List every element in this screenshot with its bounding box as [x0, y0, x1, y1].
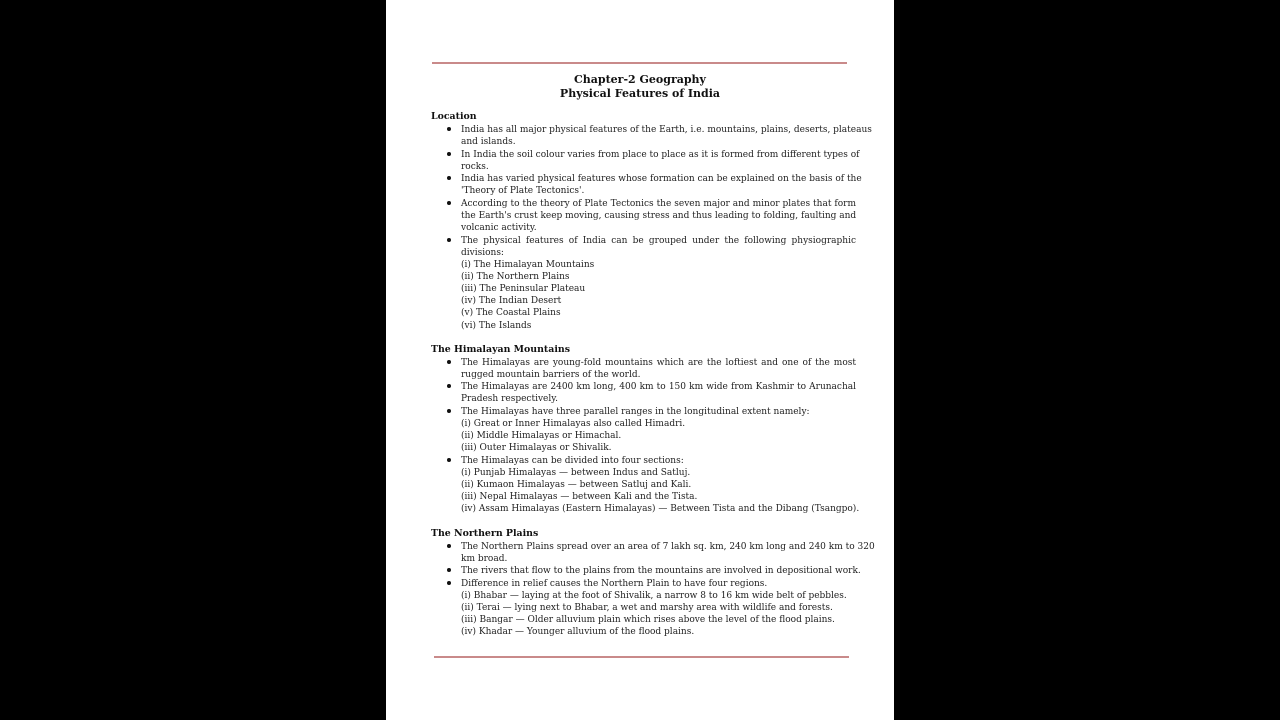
text-line: The Himalayas have three parallel ranges in the longitudinal extent namely: — [461, 407, 810, 417]
text-line: Difference in relief causes the Northern Plain to have four regions. — [461, 579, 768, 589]
text-line: divisions: — [461, 248, 504, 258]
text-line: The Himalayas can be divided into four sections: — [461, 456, 684, 466]
bullet-icon — [447, 458, 451, 462]
list-item: (i) The Himalayan Mountains — [461, 260, 595, 270]
text-line: Pradesh respectively. — [461, 394, 558, 404]
list-item: (i) Bhabar — laying at the foot of Shivalik, a narrow 8 to 16 km wide belt of pebbles. — [461, 591, 847, 601]
bullet-icon — [447, 127, 451, 131]
text-line: and islands. — [461, 137, 516, 147]
bullet-icon — [447, 581, 451, 585]
list-item: (iv) The Indian Desert — [461, 296, 562, 306]
text-line: In India the soil colour varies from place to place as it is formed from different types of — [461, 150, 860, 160]
text-line: India has all major physical features of the Earth, i.e. mountains, plains, deserts, plateaus — [461, 125, 872, 135]
bullet-icon — [447, 360, 451, 364]
list-item: (v) The Coastal Plains — [461, 308, 561, 318]
list-item: (iii) Nepal Himalayas — between Kali and the Tista. — [461, 492, 698, 502]
list-item: (iv) Assam Himalayas (Eastern Himalayas) — Between Tista and the Dibang (Tsangpo). — [461, 504, 860, 514]
text-line: The Northern Plains spread over an area of 7 lakh sq. km, 240 km long and 240 km to 320 — [461, 542, 875, 552]
list-item: (ii) Middle Himalayas or Himachal. — [461, 431, 622, 441]
text-line: The Himalayas are young-fold mountains which are the loftiest and one of the most — [461, 358, 856, 368]
list-item: (iii) Outer Himalayas or Shivalik. — [461, 443, 612, 453]
text-line: India has varied physical features whose formation can be explained on the basis of the — [461, 174, 862, 184]
text-line: the Earth's crust keep moving, causing stress and thus leading to folding, faulting and — [461, 211, 857, 221]
text-line: rocks. — [461, 162, 489, 172]
bullet-icon — [447, 152, 451, 156]
text-line: According to the theory of Plate Tectonics the seven major and minor plates that form — [461, 199, 856, 209]
chapter-subtitle: Physical Features of India — [559, 87, 721, 100]
text-line: volcanic activity. — [461, 223, 537, 233]
list-item: (iii) Bangar — Older alluvium plain which rises above the level of the flood plains. — [461, 615, 835, 625]
bullet-icon — [447, 384, 451, 388]
list-item: (i) Great or Inner Himalayas also called Himadri. — [461, 419, 686, 429]
bullet-icon — [447, 409, 451, 413]
bullet-icon — [447, 544, 451, 548]
text-line: rugged mountain barriers of the world. — [461, 370, 641, 380]
section-heading-location: Location — [431, 111, 477, 122]
text-line: 'Theory of Plate Tectonics'. — [461, 186, 585, 196]
list-item: (i) Punjab Himalayas — between Indus and Satluj. — [461, 468, 691, 478]
document-page — [386, 0, 894, 720]
text-line: The rivers that flow to the plains from the mountains are involved in depositional work. — [461, 566, 861, 576]
bullet-icon — [447, 201, 451, 205]
bottom-divider — [434, 656, 849, 658]
list-item: (iii) The Peninsular Plateau — [461, 284, 586, 294]
bullet-icon — [447, 238, 451, 242]
text-line: The Himalayas are 2400 km long, 400 km to 150 km wide from Kashmir to Arunachal — [461, 382, 856, 392]
chapter-title: Chapter-2 Geography — [574, 73, 706, 86]
list-item: (ii) Kumaon Himalayas — between Satluj and Kali. — [461, 480, 692, 490]
section-heading-northern-plains: The Northern Plains — [431, 528, 539, 539]
bullet-icon — [447, 176, 451, 180]
bullet-icon — [447, 568, 451, 572]
list-item: (ii) Terai — lying next to Bhabar, a wet and marshy area with wildlife and forests. — [461, 603, 833, 613]
text-line: km broad. — [461, 554, 508, 564]
list-item: (vi) The Islands — [461, 321, 532, 331]
text-line: The physical features of India can be grouped under the following physiographic — [461, 236, 856, 246]
list-item: (ii) The Northern Plains — [461, 272, 570, 282]
top-divider — [432, 62, 847, 64]
section-heading-himalayan-mountains: The Himalayan Mountains — [431, 344, 570, 355]
list-item: (iv) Khadar — Younger alluvium of the flood plains. — [461, 627, 695, 637]
